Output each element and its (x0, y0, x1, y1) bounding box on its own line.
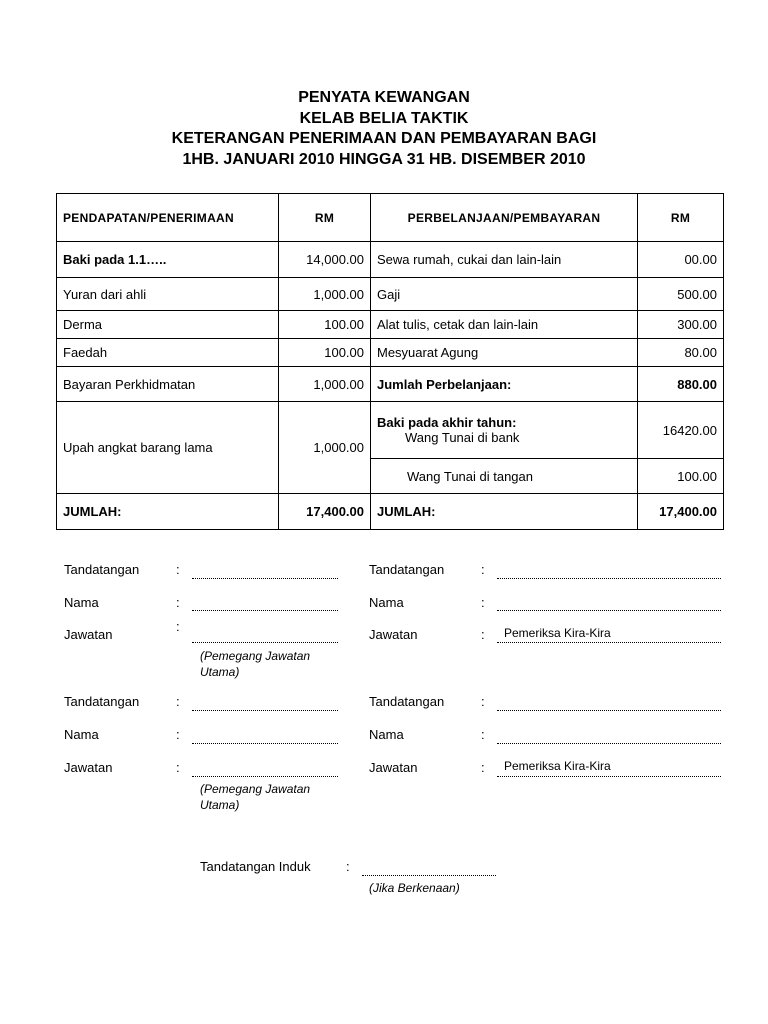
position-field[interactable] (497, 775, 721, 777)
financial-statement-table (56, 193, 724, 530)
signature-field[interactable] (497, 577, 721, 579)
expense-total-label: Jumlah Perbelanjaan: (371, 367, 638, 402)
position-field[interactable] (192, 775, 338, 777)
signature-label: Tandatangan (64, 562, 140, 577)
colon: : (176, 760, 180, 775)
income-amount: 100.00 (279, 339, 371, 367)
position-label: Jawatan (369, 760, 418, 775)
name-field[interactable] (497, 609, 721, 611)
cash-hand-cell (371, 459, 638, 494)
colon: : (176, 619, 180, 634)
colon: : (481, 627, 485, 642)
table-row (57, 339, 724, 367)
income-label: Yuran dari ahli (57, 278, 279, 311)
cash-hand-amount: 100.00 (638, 459, 724, 494)
expense-label: Mesyuarat Agung (371, 339, 638, 367)
expense-total-amount: 880.00 (638, 367, 724, 402)
closing-balance-label: Baki pada akhir tahun: (377, 415, 517, 430)
name-label: Nama (64, 595, 99, 610)
colon: : (346, 859, 350, 874)
colon: : (176, 562, 180, 577)
parent-signature-note: (Jika Berkenaan) (369, 881, 460, 895)
cash-hand-label: Wang Tunai di tangan (407, 468, 533, 484)
position-note: (Pemegang Jawatan Utama) (200, 649, 311, 679)
table-row (57, 402, 724, 459)
income-amount: 100.00 (279, 311, 371, 339)
title-line-2: KELAB BELIA TAKTIK (299, 109, 469, 127)
income-label: Faedah (57, 339, 279, 367)
name-field[interactable] (192, 609, 338, 611)
closing-balance-cell (371, 402, 638, 459)
total-expense-label: JUMLAH: (371, 494, 638, 530)
signature-label: Tandatangan (64, 694, 140, 709)
table-row (57, 367, 724, 402)
table-total-row (57, 494, 724, 530)
expense-amount: 80.00 (638, 339, 724, 367)
position-value: Pemeriksa Kira-Kira (504, 759, 611, 773)
expense-amount: 00.00 (638, 242, 724, 278)
expense-amount: 300.00 (638, 311, 724, 339)
title-line-4: 1HB. JANUARI 2010 HINGGA 31 HB. DISEMBER 2010 (182, 150, 586, 168)
income-amount: 1,000.00 (279, 367, 371, 402)
total-income-amount: 17,400.00 (279, 494, 371, 530)
position-label: Jawatan (64, 627, 113, 642)
colon: : (176, 694, 180, 709)
colon: : (481, 694, 485, 709)
colon: : (481, 562, 485, 577)
income-amount: 1,000.00 (279, 278, 371, 311)
income-label: Baki pada 1.1….. (57, 242, 279, 278)
colon: : (481, 595, 485, 610)
position-field[interactable] (192, 641, 338, 643)
expense-label: Sewa rumah, cukai dan lain-lain (371, 242, 638, 278)
table-header-row (57, 194, 724, 242)
signature-field[interactable] (192, 709, 338, 711)
colon: : (176, 595, 180, 610)
expense-label: Alat tulis, cetak dan lain-lain (371, 311, 638, 339)
signature-field[interactable] (192, 577, 338, 579)
position-label: Jawatan (64, 760, 113, 775)
title-line-3: KETERANGAN PENERIMAAN DAN PEMBAYARAN BAGI (171, 130, 597, 147)
expense-amount: 500.00 (638, 278, 724, 311)
expense-label: Gaji (371, 278, 638, 311)
name-field[interactable] (497, 742, 721, 744)
title-line-1: PENYATA KEWANGAN (298, 89, 470, 106)
header-expense: PERBELANJAAN/PEMBAYARAN (371, 194, 638, 242)
signature-label: Tandatangan (369, 562, 445, 577)
income-label: Bayaran Perkhidmatan (57, 367, 279, 402)
table-row (57, 278, 724, 311)
colon: : (481, 727, 485, 742)
name-label: Nama (369, 595, 404, 610)
signature-field[interactable] (497, 709, 721, 711)
table-row (57, 242, 724, 278)
document-title (0, 88, 768, 170)
position-value: Pemeriksa Kira-Kira (504, 626, 611, 640)
income-label: Derma (57, 311, 279, 339)
position-note: (Pemegang Jawatan Utama) (200, 782, 311, 812)
header-rm-expense: RM (638, 194, 724, 242)
parent-signature-field[interactable] (362, 874, 496, 876)
income-amount: 1,000.00 (279, 402, 371, 494)
total-expense-amount: 17,400.00 (638, 494, 724, 530)
colon: : (481, 760, 485, 775)
position-label: Jawatan (369, 627, 418, 642)
signature-label: Tandatangan (369, 694, 445, 709)
table-row (57, 311, 724, 339)
income-label: Upah angkat barang lama (57, 402, 279, 494)
header-rm-income: RM (279, 194, 371, 242)
cash-bank-label: Wang Tunai di bank (405, 430, 520, 445)
name-field[interactable] (192, 742, 338, 744)
name-label: Nama (64, 727, 99, 742)
colon: : (176, 727, 180, 742)
income-amount: 14,000.00 (279, 242, 371, 278)
header-income: PENDAPATAN/PENERIMAAN (57, 194, 279, 242)
total-income-label: JUMLAH: (57, 494, 279, 530)
parent-signature-label: Tandatangan Induk (200, 859, 311, 874)
cash-bank-amount: 16420.00 (638, 402, 724, 459)
position-field[interactable] (497, 641, 721, 643)
name-label: Nama (369, 727, 404, 742)
